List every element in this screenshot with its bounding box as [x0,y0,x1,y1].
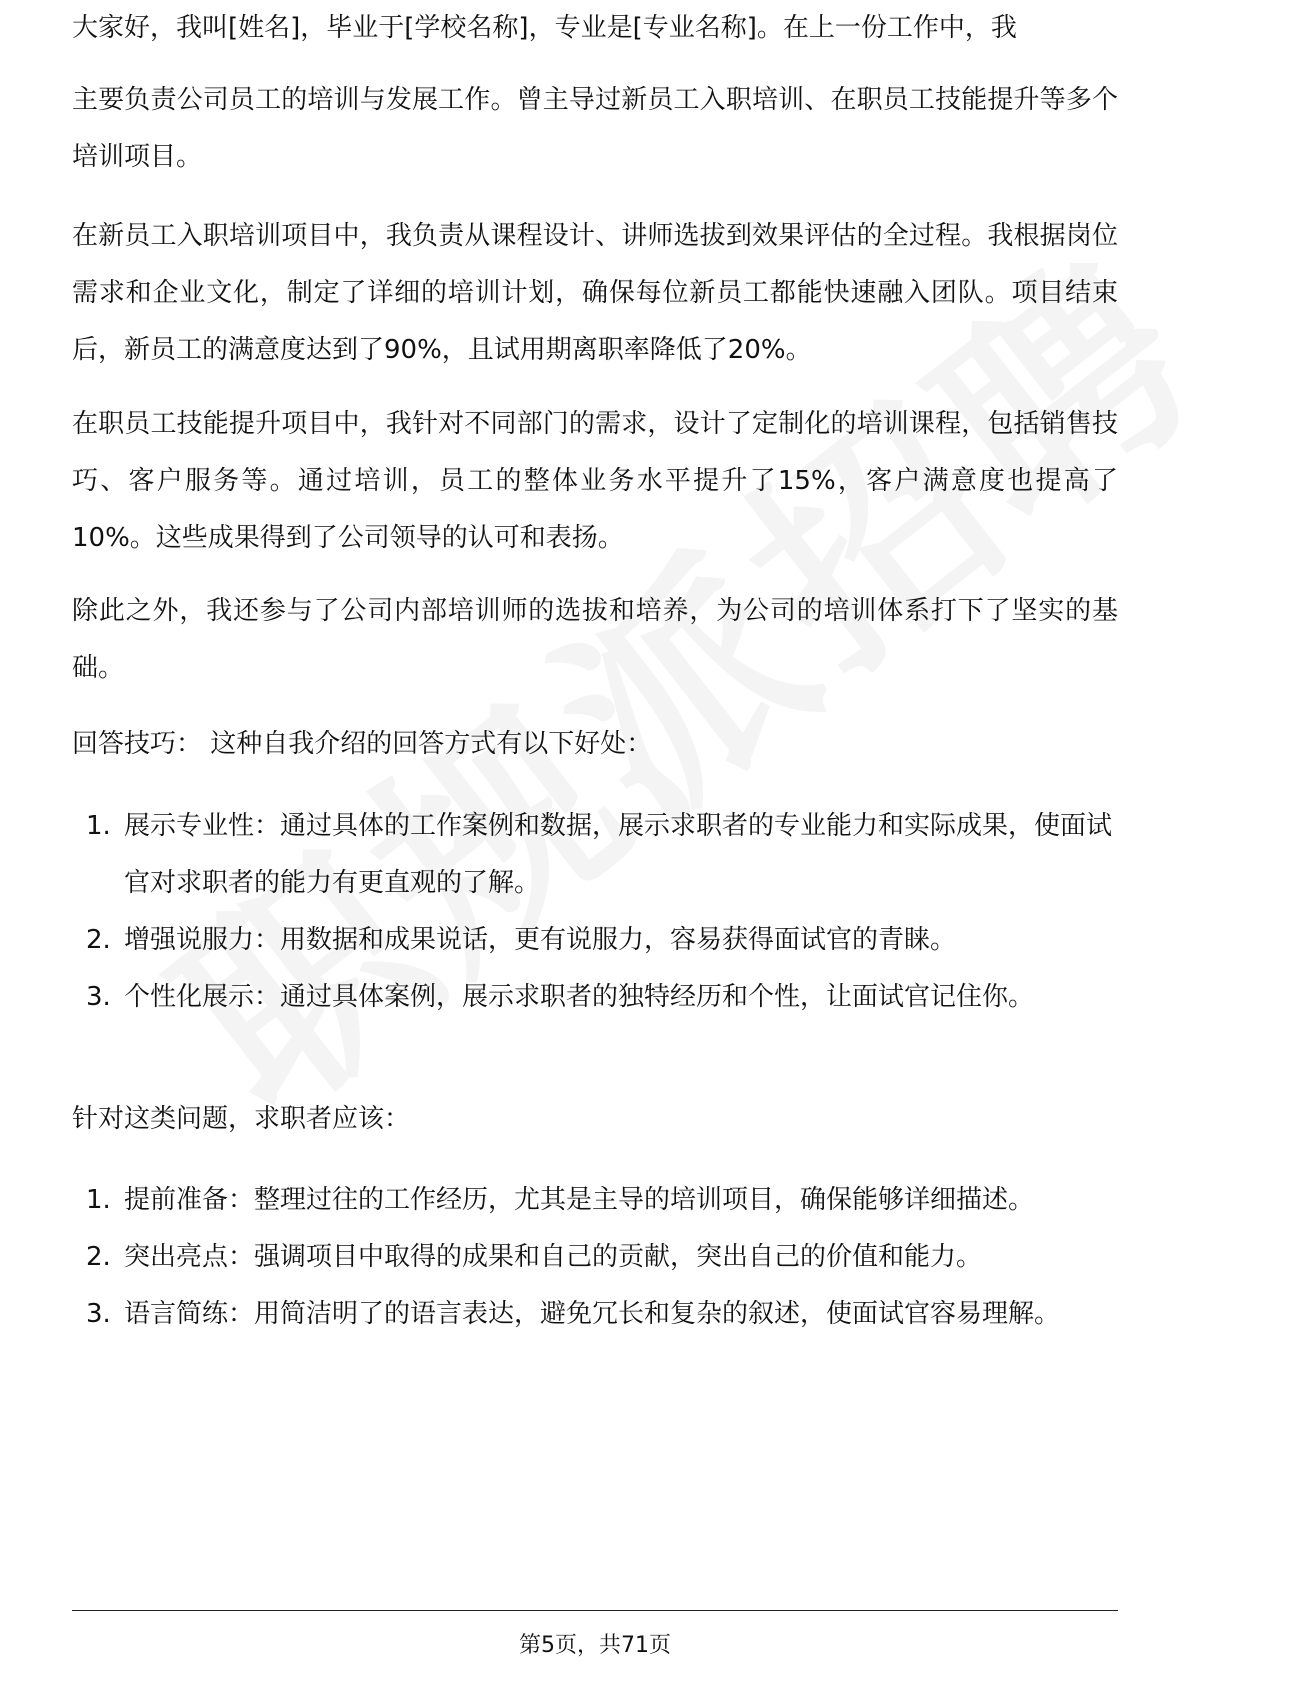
list-item [72,1172,1118,1229]
paragraph-should-do: 针对这类问题，求职者应该： [72,1104,411,1134]
list-item-text: 个性化展示：通过具体案例，展示求职者的独特经历和个性，让面试官记住你。 [124,982,1035,1012]
cut-off-text: 大家好，我叫[姓名]，毕业于[学校名称]，专业是[专业名称]。在上一份工作中，我 [72,13,1017,43]
list-item-text: 突出亮点：强调项目中取得的成果和自己的贡献，突出自己的价值和能力。 [124,1242,983,1272]
list-item-text: 语言简练：用简洁明了的语言表达，避免冗长和复杂的叙述，使面试官容易理解。 [124,1299,1061,1329]
paragraph-intro: 主要负责公司员工的培训与发展工作。曾主导过新员工入职培训、在职员工技能提升等多个培训项目。 [72,85,1118,172]
list-item [72,1229,1118,1286]
paragraph-answer-tips: 回答技巧： 这种自我介绍的回答方式有以下好处： [72,729,653,759]
list-item-number: 1. [86,1185,111,1215]
benefits-list [72,798,1118,1026]
cut-off-text-line [72,13,1118,64]
list-item [72,1286,1118,1343]
list-item [72,798,1118,912]
list-item-text: 提前准备：整理过往的工作经历，尤其是主导的培训项目，确保能够详细描述。 [124,1185,1035,1215]
advice-list [72,1172,1118,1343]
list-item-number: 3. [86,1299,111,1329]
page-number: 第5页，共71页 [519,1633,671,1658]
list-item-text: 展示专业性：通过具体的工作案例和数据，展示求职者的专业能力和实际成果，使面试官对求职者的能力有更直观的了解。 [124,811,1113,898]
list-item-number: 1. [86,811,111,841]
paragraph-skill-improvement: 在职员工技能提升项目中，我针对不同部门的需求，设计了定制化的培训课程，包括销售技巧、客户服务等。通过培训，员工的整体业务水平提升了15%，客户满意度也提高了10%。这些成果得到了公司领导的认可和表扬。 [72,409,1118,553]
list-item-number: 2. [86,925,111,955]
list-item [72,969,1118,1026]
paragraph-trainer-selection: 除此之外，我还参与了公司内部培训师的选拔和培养，为公司的培训体系打下了坚实的基础。 [72,596,1118,683]
paragraph-new-employee-training: 在新员工入职培训项目中，我负责从课程设计、讲师选拔到效果评估的全过程。我根据岗位需求和企业文化，制定了详细的培训计划，确保每位新员工都能快速融入团队。项目结束后，新员工的满意度达到了90%，且试用期离职率降低了20%。 [72,221,1118,365]
list-item-text: 增强说服力：用数据和成果说话，更有说服力，容易获得面试官的青睐。 [124,925,957,955]
list-item [72,912,1118,969]
list-item-number: 2. [86,1242,111,1272]
list-item-number: 3. [86,982,111,1012]
footer-divider [72,1610,1118,1611]
